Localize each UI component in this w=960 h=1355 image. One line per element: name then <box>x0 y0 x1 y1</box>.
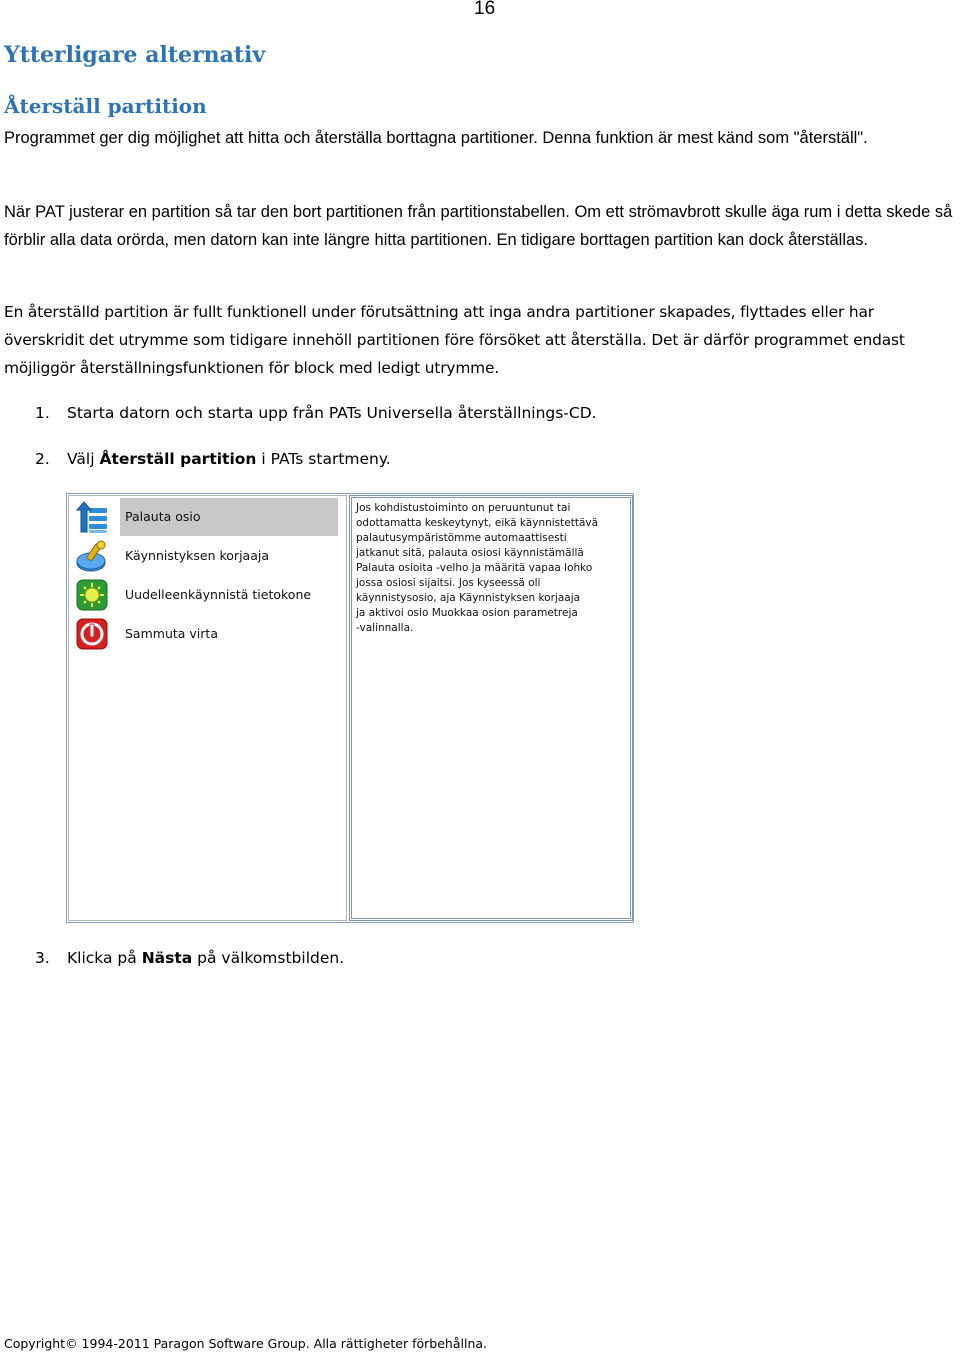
power-off-icon <box>75 617 109 651</box>
section-heading: Återställ partition <box>4 94 207 118</box>
step-bold-text: Nästa <box>141 949 193 967</box>
restore-paragraph: En återställd partition är fullt funktionell under förutsättning att inga andra partitioner skapades, flyttades eller har överskridit det utrymme som tidigare innehöll partitionen före försöket att återställa. Det är därför programmet endast möjliggör återställningsfunktionen för block med ledigt utrymme. <box>4 303 905 377</box>
menu-item-power-off[interactable] <box>73 615 339 653</box>
copyright-footer: Copyright© 1994-2011 Paragon Software Group. Alla rättigheter förbehållna. <box>4 1336 488 1351</box>
start-menu-screenshot <box>66 493 634 923</box>
pat-paragraph: När PAT justerar en partition så tar den bort partitionen från partitionstabellen. Om ett strömavbrott skulle äga rum i detta skede så förblir alla data orörda, men datorn kan inte längre hitta partitionen. En tidigare borttagen partition kan dock återställas. <box>4 203 953 249</box>
restart-icon <box>75 578 109 612</box>
description-pane <box>349 495 633 921</box>
boot-corrector-icon <box>75 539 109 573</box>
step-2 <box>35 447 391 471</box>
page-number: 16 <box>474 0 496 19</box>
start-menu-list <box>68 495 347 921</box>
menu-item-boot-corrector[interactable] <box>73 537 339 575</box>
menu-item-label: Sammuta virta <box>125 626 218 641</box>
step-1 <box>35 401 597 425</box>
step-number: 3. <box>35 949 50 967</box>
step-text-after: på välkomstbilden. <box>192 949 345 967</box>
step-3 <box>35 946 344 970</box>
menu-item-label: Uudelleenkäynnistä tietokone <box>125 587 312 602</box>
restore-partition-icon <box>75 500 109 534</box>
intro-paragraph: Programmet ger dig möjlighet att hitta och återställa borttagna partitioner. Denna funktion är mest känd som "återställ". <box>4 129 868 147</box>
step-text: Välj <box>67 450 100 468</box>
step-text: Klicka på <box>67 949 142 967</box>
page-heading: Ytterligare alternativ <box>4 42 266 68</box>
description-text: Jos kohdistustoiminto on peruuntunut tai odottamatta keskeytynyt, eikä käynnistettävä palautusympäristömme automaattisesti jatkanut sitä, palauta osiosi käynnistämällä Palauta osioita -velho ja määritä vapaa lohko jossa osiosi sijaitsi. Jos kyseessä oli käynnistysosio, aja Käynnistyksen korjaaja ja aktivoi osio Muokkaa osion parametreja -valinnalla. <box>356 502 599 634</box>
step-text: Starta datorn och starta upp från PATs Universella återställnings-CD. <box>67 404 597 422</box>
step-number: 1. <box>35 404 50 422</box>
step-bold-text: Återställ partition <box>99 450 257 468</box>
menu-item-label: Palauta osio <box>120 498 338 536</box>
step-text-after: i PATs startmeny. <box>256 450 391 468</box>
menu-item-label: Käynnistyksen korjaaja <box>125 548 270 563</box>
menu-item-restart[interactable] <box>73 576 339 614</box>
menu-item-restore-partition[interactable] <box>73 498 339 536</box>
step-number: 2. <box>35 450 50 468</box>
